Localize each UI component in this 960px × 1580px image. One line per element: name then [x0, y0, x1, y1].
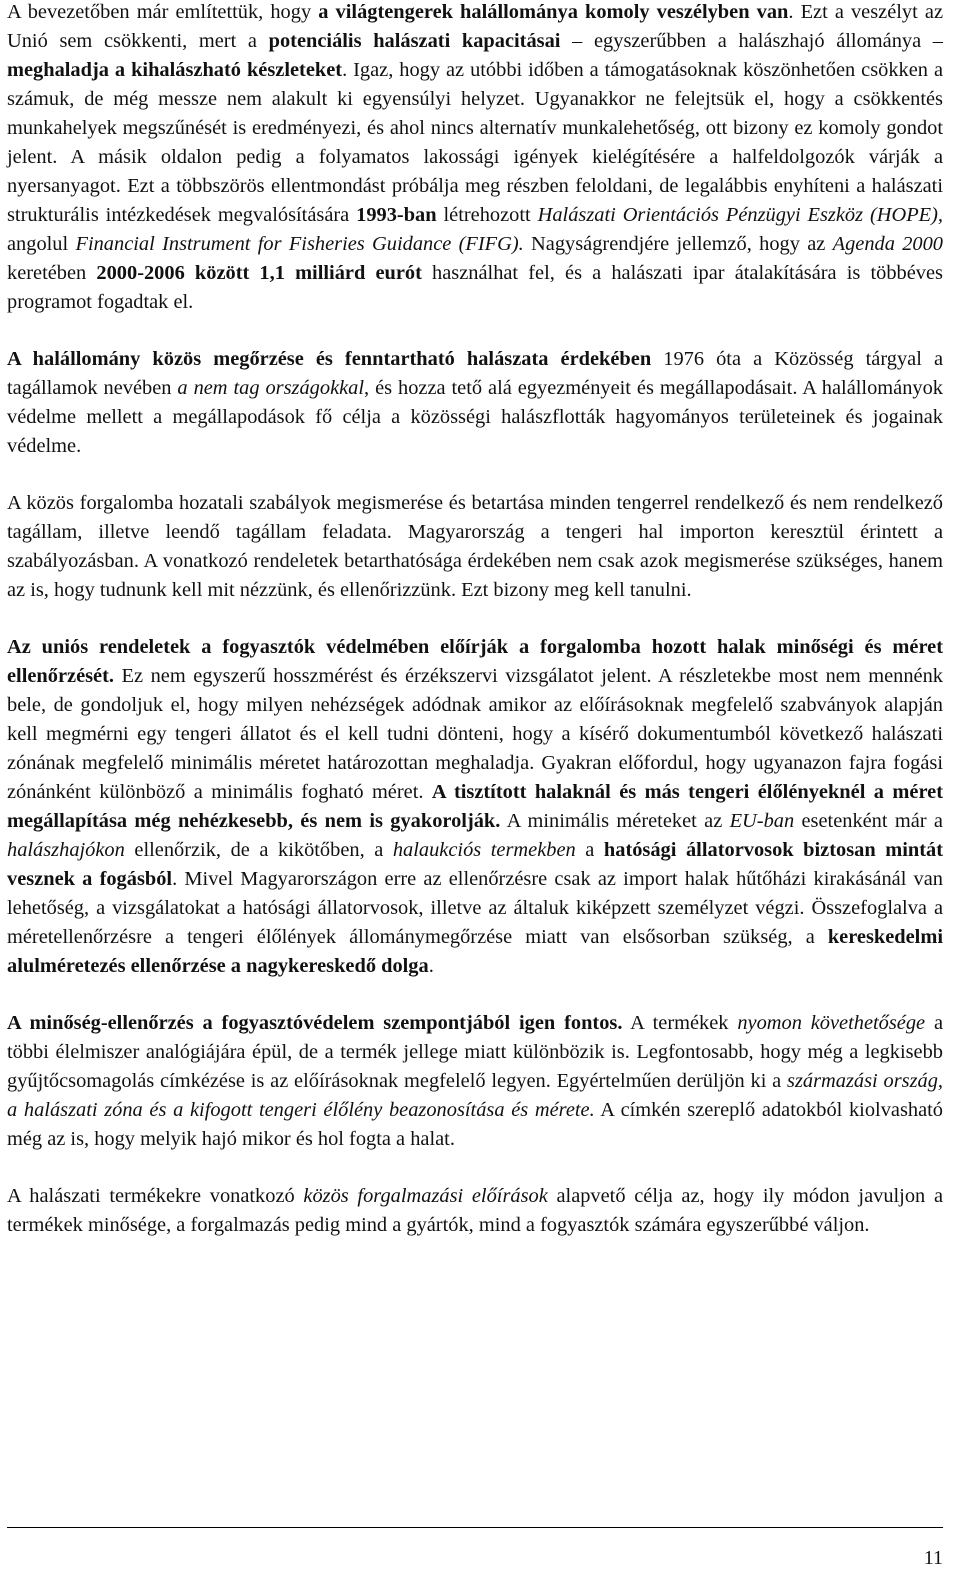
text-italic: halászhajókon — [7, 839, 125, 861]
text-bold: 1993-ban — [356, 204, 437, 226]
text-run: ellenőrzik, de a kikötőben, a — [124, 839, 393, 861]
text-bold: hatósági állatorvosok biztosan mintát vesznek a fogásból — [7, 839, 944, 890]
text-bold: potenciális halászati kapacitásai — [268, 30, 561, 52]
text-bold: A halállomány közös megőrzése és fenntartható halászata érdekében — [7, 348, 652, 370]
text-run: , és hozza tető alá egyezményeit és megállapodásait. A halállományok védelme mellett a megállapodások fő célja a közösségi halászflották hagyományos területeinek és jogainak védelme. — [7, 377, 943, 457]
text-run: a — [575, 839, 604, 861]
text-italic: nyomon követhetősége — [737, 1012, 926, 1034]
text-run: a többi élelmiszer analógiájára épül, de a termék jellege miatt különbözik is. Legfontosabb, hogy még a legkisebb gyűjtőcsomagolás címkézése is az előírásoknak megfelelő legyen. Egyértelműen derüljön ki a — [7, 1012, 943, 1092]
text-run: – egyszerűbben a halászhajó állománya – — [560, 30, 943, 52]
text-run: Ez nem egyszerű hosszmérést és érzékszervi vizsgálatot jelent. A részletekbe most nem mennénk bele, de gondoljuk el, hogy milyen nehézségek adódnak amikor az előírásoknak megfelelő szabványok alapján kell megmérni egy tengeri állatot és el kell tudni dönteni, hogy a kísérő dokumentumból következő halászati zónának megfelelő minimális méretet határozottan meghaladja. Gyakran előfordul, hogy ugyanazon fajra fogási zónánként különböző a minimális fogható méret. — [7, 665, 943, 803]
text-run: esetenként már a — [794, 810, 943, 832]
text-italic: származási ország, a halászati zóna és a kifogott tengeri élőlény beazonosítása és mérete. — [7, 1070, 943, 1121]
page-number: 11 — [923, 1547, 943, 1569]
text-run: . Mivel Magyarországon erre az ellenőrzésre csak az import halak hűtőházi kirakásánál van lehetőség, a vizsgálatokat a hatósági állatorvosok, illetve az általuk kiképzett személyzet végzi. Összefoglalva a méretellenőrzésre a tengeri élőlények állománymegőrzése miatt van elsősorban szükség, a — [7, 868, 944, 948]
paragraph — [7, 633, 943, 981]
paragraph — [7, 345, 943, 461]
text-run: A termékek — [622, 1012, 738, 1034]
text-run: . Igaz, hogy az utóbbi időben a támogatásoknak köszönhetően csökken a számuk, de még messze nem alakult ki egyensúlyi helyzet. Ugyanakkor ne felejtsük el, hogy a csökkentés munkahelyek megszűnését is eredményezi, és ahol nincs alternatív munkalehetőség, ott bizony ez komoly gondot jelent. A másik oldalon pedig a folyamatos lakossági igények kielégítésére a halfeldolgozók várják a nyersanyagot. Ezt a többszörös ellentmondást próbálja meg részben feloldani, de legalábbis enyhíteni a halászati strukturális intézkedések megvalósítására — [7, 59, 943, 226]
text-bold: 2000-2006 között 1,1 milliárd eurót — [96, 262, 422, 284]
text-bold: A tisztított halaknál és más tengeri élőlényeknél a méret megállapítása még nehézkesebb, és nem is gyakorolják. — [7, 781, 943, 832]
text-run: A közös forgalomba hozatali szabályok megismerése és betartása minden tengerrel rendelkező és nem rendelkező tagállam, illetve leendő tagállam feladata. Magyarország a tengeri hal importon keresztül érintett a szabályozásban. A vonatkozó rendeletek betarthatósága érdekében nem csak azok megismerése szükséges, hanem az is, hogy tudnunk kell mit nézzünk, és ellenőrizzünk. Ezt bizony meg kell tanulni. — [7, 492, 943, 601]
text-run: . Ezt a veszélyt az Unió sem csökkenti, mert a — [7, 1, 943, 52]
text-bold: a világtengerek halállománya komoly veszélyben van — [318, 1, 789, 23]
text-run: A címkén szereplő adatokból kiolvasható még az is, hogy melyik hajó mikor és hol fogta a halat. — [7, 1099, 943, 1150]
text-run: alapvető célja az, hogy ily módon javuljon a termékek minősége, a forgalmazás pedig mind a gyártók, mind a fogyasztók számára egyszerűbbé váljon. — [7, 1185, 943, 1236]
document-body — [7, 0, 943, 1268]
text-italic: EU-ban — [729, 810, 795, 832]
text-italic: Agenda 2000 — [832, 233, 944, 255]
text-run: A minimális méreteket az — [500, 810, 730, 832]
text-run: használhat fel, és a halászati ipar átalakítására is többéves programot fogadtak el. — [7, 262, 943, 313]
text-run: A halászati termékekre vonatkozó — [7, 1185, 304, 1207]
paragraph — [7, 489, 943, 605]
text-bold: kereskedelmi alulméretezés ellenőrzése a nagykereskedő dolga — [7, 926, 943, 977]
text-italic: Halászati Orientációs Pénzügyi Eszköz (HOPE), — [537, 204, 943, 226]
text-bold: A minőség-ellenőrzés a fogyasztóvédelem szempontjából igen fontos. — [7, 1012, 623, 1034]
text-run: angolul — [7, 233, 76, 255]
text-italic: a nem tag országokkal — [177, 377, 365, 399]
paragraph — [7, 1182, 943, 1240]
text-run: létrehozott — [436, 204, 538, 226]
paragraph — [7, 0, 943, 317]
text-bold: Az uniós rendeletek a fogyasztók védelmében előírják a forgalomba hozott halak minőségi és méret ellenőrzését. — [7, 636, 943, 687]
footer-divider — [7, 1527, 943, 1528]
text-run: Nagyságrendjére jellemző, hogy az — [523, 233, 833, 255]
text-run: 1976 óta a Közösség tárgyal a tagállamok nevében — [7, 348, 943, 399]
text-bold: meghaladja a kihalászható készleteket — [7, 59, 343, 81]
text-run: keretében — [7, 262, 97, 284]
text-run: A bevezetőben már említettük, hogy — [7, 1, 319, 23]
text-italic: közös forgalmazási előírások — [303, 1185, 548, 1207]
text-italic: Financial Instrument for Fisheries Guidance (FIFG). — [75, 233, 524, 255]
text-italic: halaukciós termekben — [392, 839, 576, 861]
text-run: . — [428, 955, 434, 977]
paragraph — [7, 1009, 943, 1154]
